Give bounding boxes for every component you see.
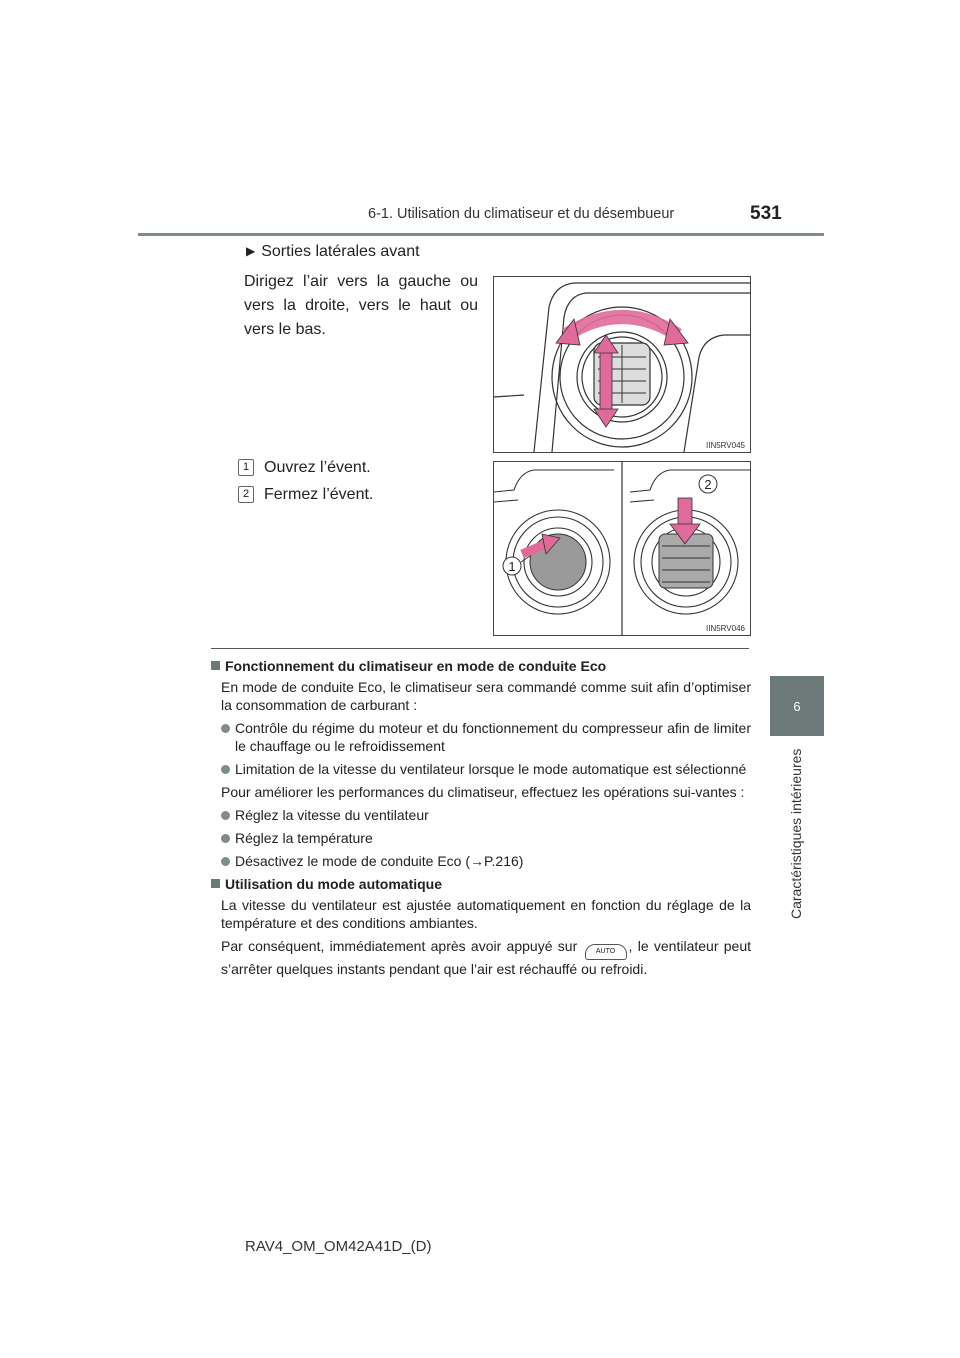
header-rule xyxy=(138,233,824,236)
callout-1-label: 1 xyxy=(508,559,516,574)
running-header: 6-1. Utilisation du climatiseur et du désembueur xyxy=(368,206,675,222)
note-title-auto: Utilisation du mode automatique xyxy=(211,875,751,893)
triangle-right-icon: ▶ xyxy=(246,244,256,258)
note-paragraph: Pour améliorer les performances du climatiseur, effectuez les opérations sui-vantes : xyxy=(221,784,745,800)
note-paragraph: En mode de conduite Eco, le climatiseur sera commandé comme suit afin d’optimiser la consommation de carburant : xyxy=(221,679,751,713)
square-bullet-icon xyxy=(211,661,220,670)
note-paragraph: La vitesse du ventilateur est ajustée automatiquement en fonction du réglage de la température et des conditions ambiantes. xyxy=(221,897,751,931)
vent-direction-illustration xyxy=(494,277,750,452)
note-title-eco: Fonctionnement du climatiseur en mode de conduite Eco xyxy=(211,657,751,675)
figure-code: IIN5RV045 xyxy=(706,441,745,450)
item-number-badge: 2 xyxy=(238,486,254,503)
figure-vent-direction xyxy=(493,276,751,453)
list-item: Réglez la température xyxy=(221,829,751,847)
figure-vent-open-close xyxy=(493,461,751,636)
content-divider xyxy=(211,648,749,649)
footer-code: RAV4_OM_OM42A41D_(D) xyxy=(245,1238,432,1255)
bullet-dot-icon xyxy=(221,765,230,774)
vent-open-close-illustration xyxy=(494,462,750,635)
section-heading-text: Sorties latérales avant xyxy=(261,243,420,260)
page-number: 531 xyxy=(750,203,782,224)
square-bullet-icon xyxy=(211,879,220,888)
chapter-label: Caractéristiques intérieures xyxy=(788,748,804,920)
item-number-badge: 1 xyxy=(238,459,254,476)
bullet-dot-icon xyxy=(221,811,230,820)
list-item-text: Fermez l’évent. xyxy=(264,486,374,503)
bullet-dot-icon xyxy=(221,724,230,733)
bullet-dot-icon xyxy=(221,857,230,866)
notes-section xyxy=(211,657,751,983)
list-item-close-vent xyxy=(238,486,373,504)
bullet-dot-icon xyxy=(221,834,230,843)
list-item: Réglez la vitesse du ventilateur xyxy=(221,806,751,824)
section-intro: Dirigez l’air vers la gauche ou vers la droite, vers le haut ou vers le bas. xyxy=(244,273,478,338)
list-item: Désactivez le mode de conduite Eco (→P.216) xyxy=(221,852,751,870)
list-item: Limitation de la vitesse du ventilateur lorsque le mode automatique est sélectionné xyxy=(221,760,751,778)
auto-button-icon: AUTO xyxy=(585,944,627,960)
callout-2-label: 2 xyxy=(704,477,712,492)
chapter-tab xyxy=(770,676,824,736)
figure-code: IIN5RV046 xyxy=(706,624,745,633)
list-item-open-vent xyxy=(238,459,371,477)
chapter-number: 6 xyxy=(793,698,801,714)
section-heading xyxy=(246,243,420,261)
list-item: Contrôle du régime du moteur et du fonctionnement du compresseur afin de limiter le chauffage ou le refroidissement xyxy=(221,719,751,755)
list-item-text: Ouvrez l’évent. xyxy=(264,459,371,476)
note-paragraph: Par conséquent, immédiatement après avoir appuyé sur AUTO , le ventilateur peut s’arrêter quelques instants pendant que l’air est réchauffé ou refroidi. xyxy=(221,938,752,977)
